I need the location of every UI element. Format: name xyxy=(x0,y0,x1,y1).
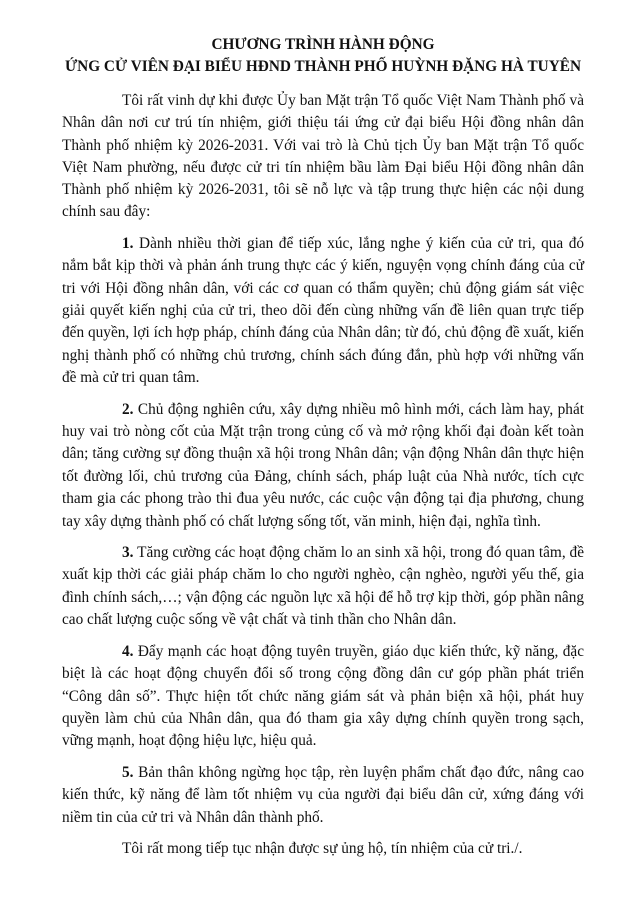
item-number: 5. xyxy=(122,763,134,781)
action-item-1 xyxy=(62,233,584,390)
intro-paragraph: Tôi rất vinh dự khi được Ủy ban Mặt trận Tổ quốc Việt Nam Thành phố và Nhân dân nơi cư trú tín nhiệm, giới thiệu tái ứng cử đại biểu Hội đồng nhân dân Thành phố nhiệm kỳ 2026-2031. Với vai trò là Chủ tịch Ủy ban Mặt trận Tổ quốc Việt Nam phường, nếu được cử tri tín nhiệm bầu làm Đại biểu Hội đồng nhân dân Thành phố nhiệm kỳ 2026-2031, tôi sẽ nỗ lực và tập trung thực hiện các nội dung chính sau đây: xyxy=(62,92,584,221)
closing-paragraph: Tôi rất mong tiếp tục nhận được sự ủng hộ, tín nhiệm của cử tri./. xyxy=(122,839,523,857)
action-item-2 xyxy=(62,399,584,533)
item-text: Đẩy mạnh các hoạt động tuyên truyền, giáo dục kiến thức, kỹ năng, đặc biệt là các hoạt động chuyển đổi số trong cộng đồng dân cư góp phần phát triển “Công dân số”. Thực hiện tốt chức năng giám sát và phản biện xã hội, phát huy quyền làm chủ của Nhân dân, qua đó tham gia xây dựng chính quyền trong sạch, vững mạnh, hoạt động hiệu lực, hiệu quả. xyxy=(62,642,584,750)
item-text: Bản thân không ngừng học tập, rèn luyện phẩm chất đạo đức, nâng cao kiến thức, kỹ năng để làm tốt nhiệm vụ của người đại biểu dân cử, xứng đáng với niềm tin của cử tri và Nhân dân thành phố. xyxy=(62,763,585,826)
item-number: 3. xyxy=(122,544,134,562)
document-title: CHƯƠNG TRÌNH HÀNH ĐỘNG xyxy=(211,36,435,53)
action-item-4 xyxy=(62,641,584,753)
document-subtitle: ỨNG CỬ VIÊN ĐẠI BIỂU HĐND THÀNH PHỐ HUỲNH ĐẶNG HÀ TUYÊN xyxy=(64,58,582,75)
item-text: Dành nhiều thời gian để tiếp xúc, lắng nghe ý kiến của cử tri, qua đó nắm bắt kịp thời và phản ánh trung thực các ý kiến, nguyện vọng chính đáng của cử tri với Hội đồng nhân dân, với các cơ quan có thẩm quyền; chủ động giám sát việc giải quyết kiến nghị của cử tri, theo dõi đến cùng những vấn đề liên quan trực tiếp đến quyền, lợi ích hợp pháp, chính đáng của Nhân dân; từ đó, chủ động đề xuất, kiến nghị thành phố có những chủ trương, chính sách đúng đắn, phù hợp với những vấn đề mà cử tri quan tâm. xyxy=(62,234,584,387)
item-number: 1. xyxy=(122,234,134,252)
item-number: 2. xyxy=(122,400,134,418)
action-item-5 xyxy=(62,762,584,829)
item-text: Tăng cường các hoạt động chăm lo an sinh xã hội, trong đó quan tâm, đề xuất kịp thời các giải pháp chăm lo cho người nghèo, cận nghèo, người yếu thế, gia đình chính sách,…; vận động các nguồn lực xã hội để hỗ trợ kịp thời, góp phần nâng cao chất lượng cuộc sống về vật chất và tinh thần cho Nhân dân. xyxy=(62,544,584,629)
item-text: Chủ động nghiên cứu, xây dựng nhiều mô hình mới, cách làm hay, phát huy vai trò nòng cốt của Mặt trận trong củng cố và mở rộng khối đại đoàn kết toàn dân; tăng cường sự đồng thuận xã hội trong Nhân dân; vận động Nhân dân thực hiện tốt đường lối, chủ trương của Đảng, chính sách, pháp luật của Nhà nước, tích cực tham gia các phong trào thi đua yêu nước, các cuộc vận động tại địa phương, chung tay xây dựng thành phố có chất lượng sống tốt, văn minh, hiện đại, nghĩa tình. xyxy=(62,400,584,530)
item-number: 4. xyxy=(122,642,134,660)
action-item-3 xyxy=(62,542,584,632)
